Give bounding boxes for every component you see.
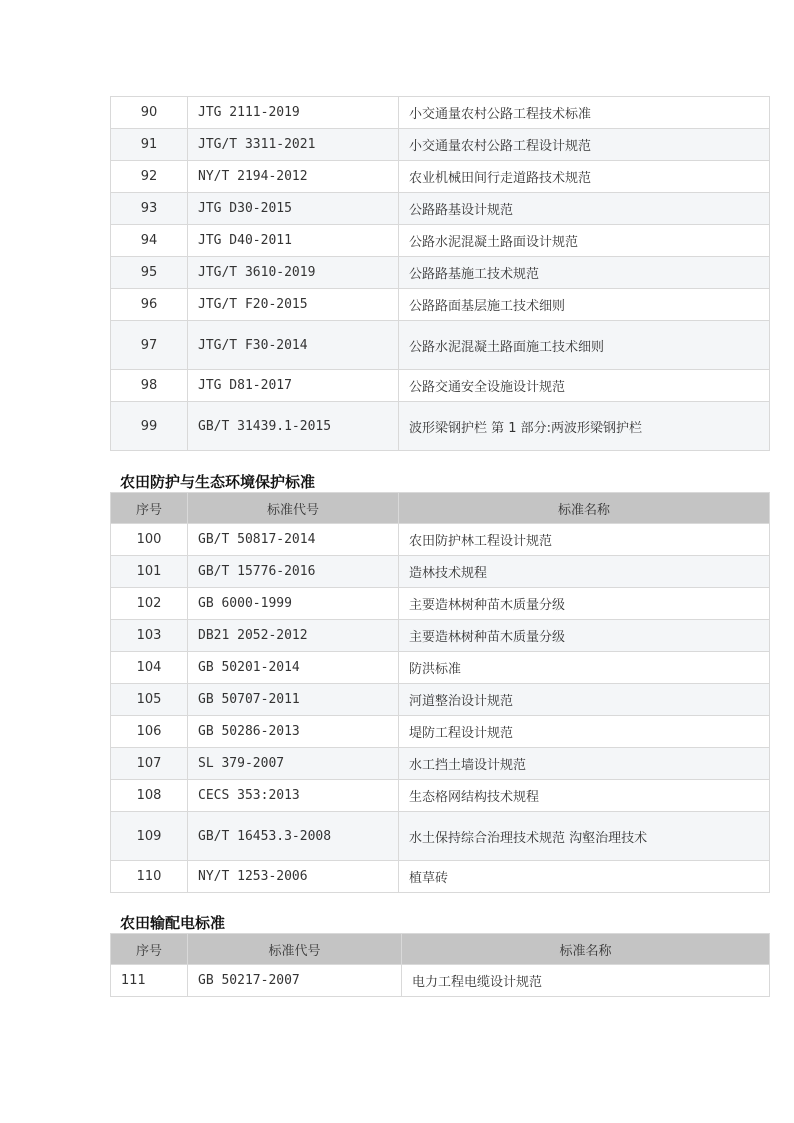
standard-name: 农业机械田间行走道路技术规范 bbox=[399, 161, 770, 193]
standard-name: 主要造林树种苗木质量分级 bbox=[399, 620, 770, 652]
standards-table-protection bbox=[110, 492, 770, 893]
standard-name: 电力工程电缆设计规范 bbox=[402, 965, 770, 997]
standard-name: 公路路基施工技术规范 bbox=[399, 257, 770, 289]
standard-code: JTG/T 3311-2021 bbox=[188, 129, 399, 161]
table-row bbox=[111, 812, 770, 861]
standard-name: 小交通量农村公路工程技术标准 bbox=[399, 97, 770, 129]
table-row bbox=[111, 97, 770, 129]
table-row bbox=[111, 588, 770, 620]
row-number: 96 bbox=[111, 289, 188, 321]
table-row bbox=[111, 370, 770, 402]
standard-name: 堤防工程设计规范 bbox=[399, 716, 770, 748]
standard-code: JTG/T F30-2014 bbox=[188, 321, 399, 370]
standard-code: GB/T 15776-2016 bbox=[188, 556, 399, 588]
standard-code: NY/T 2194-2012 bbox=[188, 161, 399, 193]
standard-name: 公路路面基层施工技术细则 bbox=[399, 289, 770, 321]
standard-name: 主要造林树种苗木质量分级 bbox=[399, 588, 770, 620]
standard-code: JTG/T 3610-2019 bbox=[188, 257, 399, 289]
row-number: 99 bbox=[111, 402, 188, 451]
standard-code: CECS 353:2013 bbox=[188, 780, 399, 812]
standard-name: 公路水泥混凝土路面设计规范 bbox=[399, 225, 770, 257]
table-row bbox=[111, 861, 770, 893]
section-title-power-distribution: 农田输配电标准 bbox=[120, 914, 226, 932]
table-row bbox=[111, 556, 770, 588]
row-number: 104 bbox=[111, 652, 188, 684]
row-number: 94 bbox=[111, 225, 188, 257]
standard-code: GB 6000-1999 bbox=[188, 588, 399, 620]
standard-code: SL 379-2007 bbox=[188, 748, 399, 780]
row-number: 101 bbox=[111, 556, 188, 588]
standard-name: 防洪标准 bbox=[399, 652, 770, 684]
standard-name: 水工挡土墙设计规范 bbox=[399, 748, 770, 780]
standard-name: 造林技术规程 bbox=[399, 556, 770, 588]
row-number: 92 bbox=[111, 161, 188, 193]
table-row bbox=[111, 321, 770, 370]
table-row bbox=[111, 161, 770, 193]
standard-code: JTG D30-2015 bbox=[188, 193, 399, 225]
row-number: 110 bbox=[111, 861, 188, 893]
row-number: 106 bbox=[111, 716, 188, 748]
standard-name: 植草砖 bbox=[399, 861, 770, 893]
standard-name: 生态格网结构技术规程 bbox=[399, 780, 770, 812]
row-number: 95 bbox=[111, 257, 188, 289]
header-code: 标准代号 bbox=[188, 934, 402, 965]
standards-table-power bbox=[110, 933, 770, 997]
row-number: 111 bbox=[111, 965, 188, 997]
row-number: 102 bbox=[111, 588, 188, 620]
standard-code: JTG 2111-2019 bbox=[188, 97, 399, 129]
table-row bbox=[111, 524, 770, 556]
row-number: 93 bbox=[111, 193, 188, 225]
standard-code: GB 50217-2007 bbox=[188, 965, 402, 997]
row-number: 100 bbox=[111, 524, 188, 556]
header-name: 标准名称 bbox=[402, 934, 770, 965]
standard-code: GB 50201-2014 bbox=[188, 652, 399, 684]
standard-name: 农田防护林工程设计规范 bbox=[399, 524, 770, 556]
standard-code: NY/T 1253-2006 bbox=[188, 861, 399, 893]
standard-code: JTG D81-2017 bbox=[188, 370, 399, 402]
standard-name: 小交通量农村公路工程设计规范 bbox=[399, 129, 770, 161]
table-row bbox=[111, 402, 770, 451]
row-number: 91 bbox=[111, 129, 188, 161]
table-row bbox=[111, 965, 770, 997]
standard-name: 河道整治设计规范 bbox=[399, 684, 770, 716]
row-number: 109 bbox=[111, 812, 188, 861]
table-row bbox=[111, 748, 770, 780]
row-number: 90 bbox=[111, 97, 188, 129]
table-header-row bbox=[111, 934, 770, 965]
header-number: 序号 bbox=[111, 493, 188, 524]
section-title-farmland-protection: 农田防护与生态环境保护标准 bbox=[120, 473, 316, 491]
standard-name: 波形梁钢护栏 第 1 部分:两波形梁钢护栏 bbox=[399, 402, 770, 451]
table-row bbox=[111, 225, 770, 257]
table-row bbox=[111, 652, 770, 684]
standards-table-road bbox=[110, 96, 770, 451]
standard-code: GB/T 50817-2014 bbox=[188, 524, 399, 556]
row-number: 97 bbox=[111, 321, 188, 370]
table-row bbox=[111, 289, 770, 321]
header-code: 标准代号 bbox=[188, 493, 399, 524]
table-row bbox=[111, 620, 770, 652]
table-row bbox=[111, 780, 770, 812]
row-number: 107 bbox=[111, 748, 188, 780]
table-row bbox=[111, 257, 770, 289]
standard-code: JTG D40-2011 bbox=[188, 225, 399, 257]
standard-code: GB/T 31439.1-2015 bbox=[188, 402, 399, 451]
row-number: 108 bbox=[111, 780, 188, 812]
header-number: 序号 bbox=[111, 934, 188, 965]
table-header-row bbox=[111, 493, 770, 524]
standard-code: GB/T 16453.3-2008 bbox=[188, 812, 399, 861]
row-number: 105 bbox=[111, 684, 188, 716]
row-number: 103 bbox=[111, 620, 188, 652]
table-row bbox=[111, 193, 770, 225]
table-row bbox=[111, 716, 770, 748]
standard-code: JTG/T F20-2015 bbox=[188, 289, 399, 321]
standard-name: 水土保持综合治理技术规范 沟壑治理技术 bbox=[399, 812, 770, 861]
standard-code: GB 50707-2011 bbox=[188, 684, 399, 716]
header-name: 标准名称 bbox=[399, 493, 770, 524]
table-row bbox=[111, 684, 770, 716]
standard-name: 公路交通安全设施设计规范 bbox=[399, 370, 770, 402]
standard-code: GB 50286-2013 bbox=[188, 716, 399, 748]
standard-name: 公路路基设计规范 bbox=[399, 193, 770, 225]
table-row bbox=[111, 129, 770, 161]
standard-code: DB21 2052-2012 bbox=[188, 620, 399, 652]
standard-name: 公路水泥混凝土路面施工技术细则 bbox=[399, 321, 770, 370]
row-number: 98 bbox=[111, 370, 188, 402]
